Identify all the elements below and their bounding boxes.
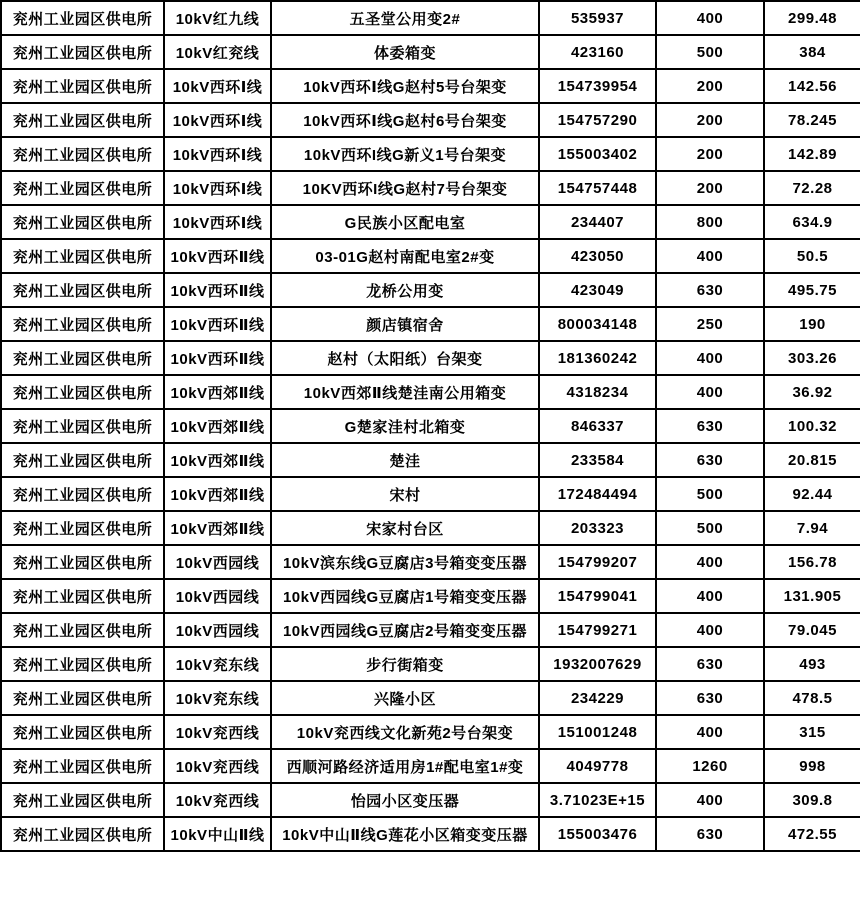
cell-device_id: 154739954: [539, 69, 656, 103]
cell-station: 兖州工业园区供电所: [1, 749, 164, 783]
cell-power: 634.9: [764, 205, 860, 239]
cell-power: 998: [764, 749, 860, 783]
table-row: [1, 375, 860, 409]
table-row: [1, 749, 860, 783]
cell-station: 兖州工业园区供电所: [1, 137, 164, 171]
cell-power: 142.89: [764, 137, 860, 171]
cell-station: 兖州工业园区供电所: [1, 103, 164, 137]
table-row: [1, 647, 860, 681]
cell-device: 03-01G赵村南配电室2#变: [271, 239, 539, 273]
cell-station: 兖州工业园区供电所: [1, 681, 164, 715]
cell-device_id: 154799207: [539, 545, 656, 579]
cell-device: 步行街箱变: [271, 647, 539, 681]
cell-capacity: 500: [656, 477, 764, 511]
table-body: [1, 1, 860, 851]
cell-station: 兖州工业园区供电所: [1, 715, 164, 749]
cell-station: 兖州工业园区供电所: [1, 511, 164, 545]
cell-line: 10kV西郊Ⅱ线: [164, 477, 271, 511]
cell-line: 10kV西环Ⅰ线: [164, 69, 271, 103]
cell-line: 10kV西环Ⅱ线: [164, 341, 271, 375]
cell-capacity: 400: [656, 375, 764, 409]
cell-capacity: 200: [656, 137, 764, 171]
cell-device_id: 423160: [539, 35, 656, 69]
cell-device_id: 423050: [539, 239, 656, 273]
cell-line: 10kV西园线: [164, 545, 271, 579]
cell-device: 宋家村台区: [271, 511, 539, 545]
cell-capacity: 400: [656, 783, 764, 817]
table-row: [1, 443, 860, 477]
cell-device: 10kV滨东线G豆腐店3号箱变变压器: [271, 545, 539, 579]
table-row: [1, 783, 860, 817]
cell-capacity: 500: [656, 35, 764, 69]
table-row: [1, 171, 860, 205]
cell-capacity: 400: [656, 239, 764, 273]
cell-power: 495.75: [764, 273, 860, 307]
table-row: [1, 817, 860, 851]
cell-device_id: 154799041: [539, 579, 656, 613]
cell-line: 10kV西园线: [164, 579, 271, 613]
cell-line: 10kV西环Ⅰ线: [164, 103, 271, 137]
cell-line: 10kV西郊Ⅱ线: [164, 511, 271, 545]
cell-device_id: 154757290: [539, 103, 656, 137]
cell-capacity: 1260: [656, 749, 764, 783]
cell-power: 131.905: [764, 579, 860, 613]
cell-station: 兖州工业园区供电所: [1, 579, 164, 613]
cell-line: 10kV西环Ⅱ线: [164, 307, 271, 341]
cell-station: 兖州工业园区供电所: [1, 375, 164, 409]
cell-station: 兖州工业园区供电所: [1, 817, 164, 851]
cell-device: 10kV西环I线G新义1号台架变: [271, 137, 539, 171]
cell-device: 兴隆小区: [271, 681, 539, 715]
cell-station: 兖州工业园区供电所: [1, 341, 164, 375]
cell-station: 兖州工业园区供电所: [1, 1, 164, 35]
cell-line: 10kV西环Ⅱ线: [164, 239, 271, 273]
cell-device: 10kV兖西线文化新苑2号台架变: [271, 715, 539, 749]
cell-station: 兖州工业园区供电所: [1, 409, 164, 443]
cell-capacity: 630: [656, 681, 764, 715]
cell-capacity: 630: [656, 409, 764, 443]
cell-device_id: 155003476: [539, 817, 656, 851]
cell-device: G楚家洼村北箱变: [271, 409, 539, 443]
cell-device: 10kV西环Ⅰ线G赵村5号台架变: [271, 69, 539, 103]
cell-line: 10kV兖西线: [164, 783, 271, 817]
table-row: [1, 1, 860, 35]
table-row: [1, 545, 860, 579]
cell-station: 兖州工业园区供电所: [1, 477, 164, 511]
cell-capacity: 400: [656, 613, 764, 647]
table-row: [1, 409, 860, 443]
cell-device_id: 233584: [539, 443, 656, 477]
cell-power: 79.045: [764, 613, 860, 647]
cell-line: 10kV兖西线: [164, 715, 271, 749]
table-row: [1, 35, 860, 69]
cell-capacity: 800: [656, 205, 764, 239]
cell-device: G民族小区配电室: [271, 205, 539, 239]
cell-power: 156.78: [764, 545, 860, 579]
cell-device_id: 423049: [539, 273, 656, 307]
cell-device: 10kV西环Ⅰ线G赵村6号台架变: [271, 103, 539, 137]
cell-device: 五圣堂公用变2#: [271, 1, 539, 35]
table-row: [1, 137, 860, 171]
cell-power: 142.56: [764, 69, 860, 103]
table-row: [1, 511, 860, 545]
cell-device: 怡园小区变压器: [271, 783, 539, 817]
cell-device: 赵村（太阳纸）台架变: [271, 341, 539, 375]
cell-capacity: 250: [656, 307, 764, 341]
cell-capacity: 200: [656, 103, 764, 137]
cell-power: 478.5: [764, 681, 860, 715]
table-row: [1, 69, 860, 103]
cell-power: 303.26: [764, 341, 860, 375]
table-row: [1, 477, 860, 511]
cell-station: 兖州工业园区供电所: [1, 307, 164, 341]
table-row: [1, 239, 860, 273]
cell-station: 兖州工业园区供电所: [1, 205, 164, 239]
cell-device: 体委箱变: [271, 35, 539, 69]
cell-device_id: 181360242: [539, 341, 656, 375]
cell-power: 36.92: [764, 375, 860, 409]
cell-station: 兖州工业园区供电所: [1, 171, 164, 205]
cell-device: 宋村: [271, 477, 539, 511]
cell-station: 兖州工业园区供电所: [1, 783, 164, 817]
cell-line: 10kV西郊Ⅱ线: [164, 443, 271, 477]
cell-station: 兖州工业园区供电所: [1, 545, 164, 579]
cell-device: 龙桥公用变: [271, 273, 539, 307]
cell-device_id: 4049778: [539, 749, 656, 783]
cell-device: 10kV中山Ⅱ线G莲花小区箱变变压器: [271, 817, 539, 851]
cell-power: 78.245: [764, 103, 860, 137]
table-row: [1, 341, 860, 375]
cell-line: 10kV红兖线: [164, 35, 271, 69]
table-row: [1, 307, 860, 341]
cell-device_id: 3.71023E+15: [539, 783, 656, 817]
cell-capacity: 630: [656, 817, 764, 851]
cell-capacity: 400: [656, 1, 764, 35]
cell-device_id: 846337: [539, 409, 656, 443]
cell-device_id: 155003402: [539, 137, 656, 171]
cell-station: 兖州工业园区供电所: [1, 443, 164, 477]
table-row: [1, 681, 860, 715]
table-row: [1, 715, 860, 749]
cell-device_id: 1932007629: [539, 647, 656, 681]
cell-power: 493: [764, 647, 860, 681]
cell-station: 兖州工业园区供电所: [1, 239, 164, 273]
cell-line: 10kV西郊Ⅱ线: [164, 375, 271, 409]
cell-line: 10kV兖东线: [164, 647, 271, 681]
cell-capacity: 630: [656, 443, 764, 477]
cell-line: 10kV中山Ⅱ线: [164, 817, 271, 851]
cell-power: 100.32: [764, 409, 860, 443]
cell-device: 10kV西郊Ⅱ线楚洼南公用箱变: [271, 375, 539, 409]
cell-device_id: 4318234: [539, 375, 656, 409]
cell-capacity: 630: [656, 273, 764, 307]
table-row: [1, 579, 860, 613]
cell-power: 309.8: [764, 783, 860, 817]
cell-device: 楚洼: [271, 443, 539, 477]
cell-device: 颜店镇宿舍: [271, 307, 539, 341]
cell-capacity: 500: [656, 511, 764, 545]
cell-power: 20.815: [764, 443, 860, 477]
cell-power: 299.48: [764, 1, 860, 35]
cell-device_id: 234407: [539, 205, 656, 239]
cell-device: 10KV西环I线G赵村7号台架变: [271, 171, 539, 205]
cell-power: 50.5: [764, 239, 860, 273]
cell-line: 10kV西园线: [164, 613, 271, 647]
cell-device_id: 151001248: [539, 715, 656, 749]
table-row: [1, 205, 860, 239]
table-row: [1, 273, 860, 307]
cell-line: 10kV兖东线: [164, 681, 271, 715]
cell-line: 10kV西环Ⅰ线: [164, 171, 271, 205]
cell-device_id: 154799271: [539, 613, 656, 647]
cell-capacity: 630: [656, 647, 764, 681]
cell-power: 472.55: [764, 817, 860, 851]
cell-power: 190: [764, 307, 860, 341]
cell-device: 10kV西园线G豆腐店2号箱变变压器: [271, 613, 539, 647]
cell-capacity: 400: [656, 545, 764, 579]
cell-capacity: 400: [656, 715, 764, 749]
cell-line: 10kV红九线: [164, 1, 271, 35]
cell-station: 兖州工业园区供电所: [1, 35, 164, 69]
cell-station: 兖州工业园区供电所: [1, 69, 164, 103]
table-row: [1, 103, 860, 137]
cell-device_id: 203323: [539, 511, 656, 545]
cell-line: 10kV西环Ⅰ线: [164, 205, 271, 239]
cell-line: 10kV西郊Ⅱ线: [164, 409, 271, 443]
cell-device: 西顺河路经济适用房1#配电室1#变: [271, 749, 539, 783]
cell-device_id: 172484494: [539, 477, 656, 511]
cell-line: 10kV兖西线: [164, 749, 271, 783]
cell-device_id: 234229: [539, 681, 656, 715]
cell-capacity: 400: [656, 579, 764, 613]
table-row: [1, 613, 860, 647]
cell-line: 10kV西环Ⅰ线: [164, 137, 271, 171]
cell-device_id: 535937: [539, 1, 656, 35]
cell-power: 72.28: [764, 171, 860, 205]
cell-device_id: 154757448: [539, 171, 656, 205]
cell-capacity: 200: [656, 171, 764, 205]
cell-line: 10kV西环Ⅱ线: [164, 273, 271, 307]
cell-device_id: 800034148: [539, 307, 656, 341]
cell-device: 10kV西园线G豆腐店1号箱变变压器: [271, 579, 539, 613]
cell-capacity: 400: [656, 341, 764, 375]
cell-capacity: 200: [656, 69, 764, 103]
cell-station: 兖州工业园区供电所: [1, 613, 164, 647]
cell-power: 384: [764, 35, 860, 69]
cell-power: 7.94: [764, 511, 860, 545]
cell-station: 兖州工业园区供电所: [1, 273, 164, 307]
cell-power: 315: [764, 715, 860, 749]
cell-station: 兖州工业园区供电所: [1, 647, 164, 681]
cell-power: 92.44: [764, 477, 860, 511]
